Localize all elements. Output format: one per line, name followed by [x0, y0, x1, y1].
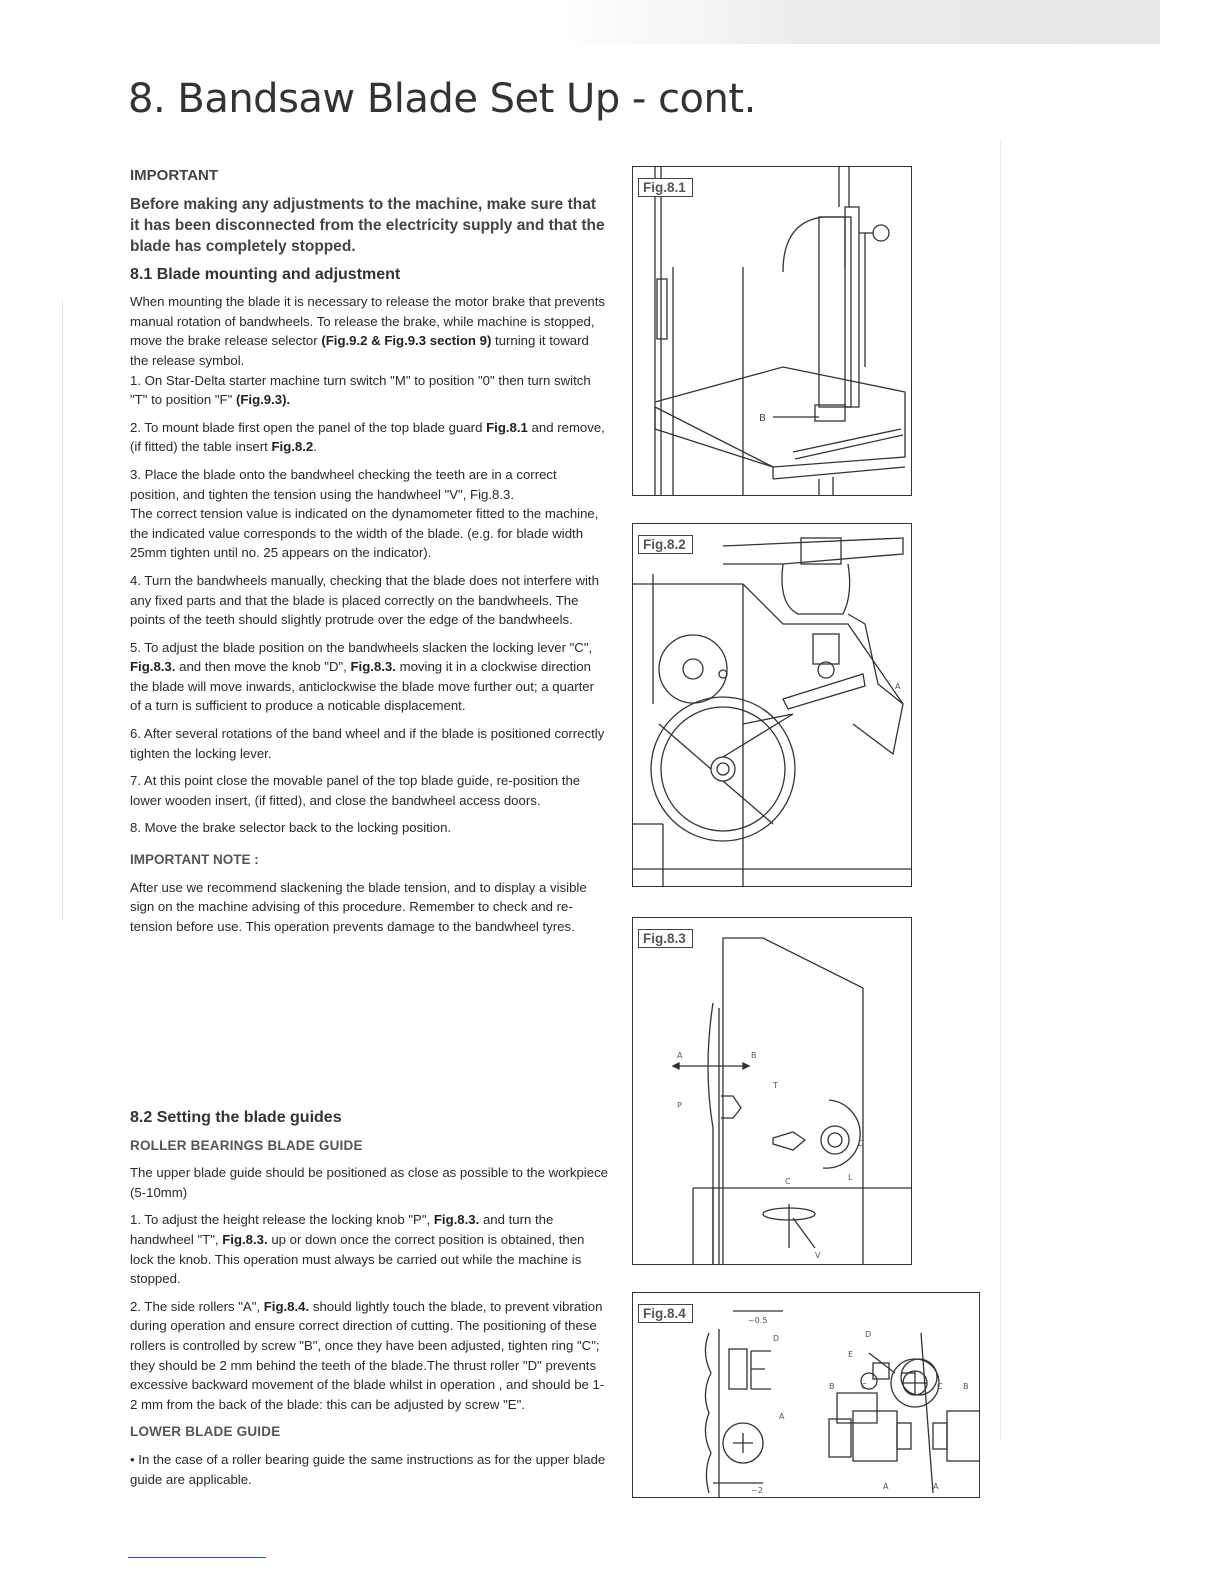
callout-b: B	[759, 413, 766, 424]
callout-p: P	[677, 1101, 682, 1110]
fig-ref: Fig.8.3.	[130, 659, 176, 675]
important-text: Before making any adjustments to the machine, make sure that it has been disconnected from the electricity supply and that the blade has completely stopped.	[130, 195, 605, 255]
guide-step-1: 1. To adjust the height release the locking knob "P", Fig.8.3. and turn the handwheel "T", Fig.8.3. up or down once the correct position is obtained, then lock the knob. This operation must always be carried out while the machine is stopped.	[130, 1212, 585, 1287]
figure-8-1	[632, 166, 912, 496]
callout-a-left: A	[883, 1482, 889, 1491]
roller-bearings-subheading: ROLLER BEARINGS BLADE GUIDE	[130, 1137, 363, 1153]
figure-8-2-drawing	[633, 524, 911, 886]
fig-ref: Fig.8.3.	[433, 1212, 480, 1228]
figure-8-4-label: Fig.8.4	[638, 1304, 693, 1323]
callout-l: L	[848, 1173, 853, 1182]
callout-d: D	[773, 1334, 780, 1343]
step-6: 6. After several rotations of the band wheel and if the blade is positioned correctly tighten the locking lever.	[130, 726, 605, 761]
callout-a: A	[677, 1051, 683, 1060]
callout-b-right: B	[963, 1382, 969, 1391]
callout-a: A	[779, 1412, 785, 1421]
callout-v: V	[815, 1251, 821, 1260]
step-4: 4. Turn the bandwheels manually, checking that the blade does not interfere with any fixed parts and that the blade is placed correctly on the bandwheels. The points of the teeth should slightly protrude over the edge of the bandwheels.	[130, 572, 599, 628]
scan-edge-line-right	[1000, 140, 1001, 1440]
figure-8-1-drawing	[633, 167, 911, 495]
figure-8-3-label: Fig.8.3	[638, 929, 693, 948]
fig-ref: Fig.8.2	[271, 439, 314, 455]
callout-t: T	[773, 1081, 778, 1090]
fig-ref: Fig.8.1	[486, 419, 528, 435]
callout-d-right: D	[865, 1330, 872, 1339]
callout-b: B	[829, 1382, 835, 1391]
callout-d: D	[858, 1139, 865, 1148]
text-column-upper	[130, 166, 608, 944]
important-note-text: After use we recommend slackening the blade tension, and to display a visible sign on the machine advising of this procedure. Remember to check and re-tension before use. This operation prevents damage to the bandwheel tyres.	[130, 879, 587, 934]
callout-c-right: C	[937, 1382, 943, 1391]
section-8-1-intro: When mounting the blade it is necessary to release the motor brake that prevents manual rotation of bandwheels. To release the brake, while machine is stopped, move the brake release selector (Fig.9.2 & Fig.9.3 section 9) turning it toward the release symbol.	[130, 294, 606, 368]
bottom-dimension: ~2	[751, 1486, 763, 1495]
section-8-2-intro: The upper blade guide should be positioned as close as possible to the workpiece (5-10mm)	[130, 1165, 608, 1200]
step-5: 5. To adjust the blade position on the bandwheels slacken the locking lever "C", Fig.8.3. and then move the knob "D", Fig.8.3. moving it in a clockwise direction the blade will move inwards, anticlockwise the blade move further out; a quarter of a turn is sufficient to produce a noticable displacement.	[130, 639, 594, 714]
callout-a: A	[895, 682, 901, 691]
scan-edge-line	[62, 300, 63, 920]
callout-a-right: A	[933, 1482, 939, 1491]
important-note-label: IMPORTANT NOTE :	[130, 852, 259, 868]
guide-step-2: 2. The side rollers "A", Fig.8.4. should lightly touch the blade, to prevent vibration during operation and ensure correct direction of cutting. The positioning of these rollers is controlled by screw "B", once they have been adjusted, tighten ring "C"; they should be 2 mm behind the teeth of the blade.The thrust roller "D" prevents excessive backward movement of the blade whilst in operation , and should be 1-2 mm from the back of the blade: this can be adjusted by screw "E".	[130, 1298, 605, 1412]
fig-ref: Fig.8.3.	[350, 659, 396, 675]
figure-8-4	[632, 1292, 980, 1498]
fig-ref: Fig.8.3.	[222, 1231, 268, 1247]
page-title: 8. Bandsaw Blade Set Up - cont.	[128, 76, 756, 122]
callout-c: C	[861, 1382, 867, 1391]
figure-8-2	[632, 523, 912, 887]
important-label: IMPORTANT	[130, 167, 219, 184]
section-8-1-heading: 8.1 Blade mounting and adjustment	[130, 265, 401, 283]
step-7: 7. At this point close the movable panel of the top blade guide, re-position the lower wooden insert, (if fitted), and close the bandwheel access doors.	[130, 773, 581, 808]
figure-8-3	[632, 917, 912, 1265]
figure-8-4-drawing	[633, 1293, 979, 1497]
step-1: 1. On Star-Delta starter machine turn switch "M" to position "0" then turn switch "T" to position "F" (Fig.9.3).	[130, 372, 591, 408]
step-8: 8. Move the brake selector back to the locking position.	[130, 820, 452, 836]
text-column-lower	[130, 1108, 608, 1497]
fig-ref: (Fig.9.3).	[235, 392, 291, 408]
figure-8-2-label: Fig.8.2	[638, 535, 693, 554]
fig-ref: Fig.8.4.	[263, 1298, 310, 1314]
step-3: 3. Place the blade onto the bandwheel checking the teeth are in a correct position, and tighten the tension using the handwheel "V", Fig.8.3. The correct tension value is indicated on the dynamometer fitted to the machine, the indicated value corresponds to the width of the blade. (e.g. for blade width 25mm tighten until no. 25 appears on the indicator).	[130, 466, 599, 561]
callout-e: E	[848, 1350, 854, 1359]
figure-8-1-label: Fig.8.1	[638, 178, 693, 197]
figure-8-3-drawing	[633, 918, 911, 1264]
step-2: 2. To mount blade first open the panel of the top blade guard Fig.8.1 and remove, (if fitted) the table insert Fig.8.2.	[130, 419, 605, 455]
section-8-2-heading: 8.2 Setting the blade guides	[130, 1109, 342, 1126]
callout-c: C	[785, 1177, 791, 1186]
top-dimension: ~0.5	[748, 1316, 768, 1325]
fig-ref: (Fig.9.2 & Fig.9.3 section 9)	[321, 333, 492, 349]
footer-rule	[128, 1557, 266, 1558]
scan-shadow	[560, 0, 1160, 44]
callout-b: B	[751, 1051, 757, 1060]
lower-guide-text: • In the case of a roller bearing guide the same instructions as for the upper blade guide are applicable.	[130, 1451, 606, 1487]
lower-guide-subheading: LOWER BLADE GUIDE	[130, 1424, 281, 1440]
fig-ref: Fig.8.3.	[470, 486, 515, 502]
